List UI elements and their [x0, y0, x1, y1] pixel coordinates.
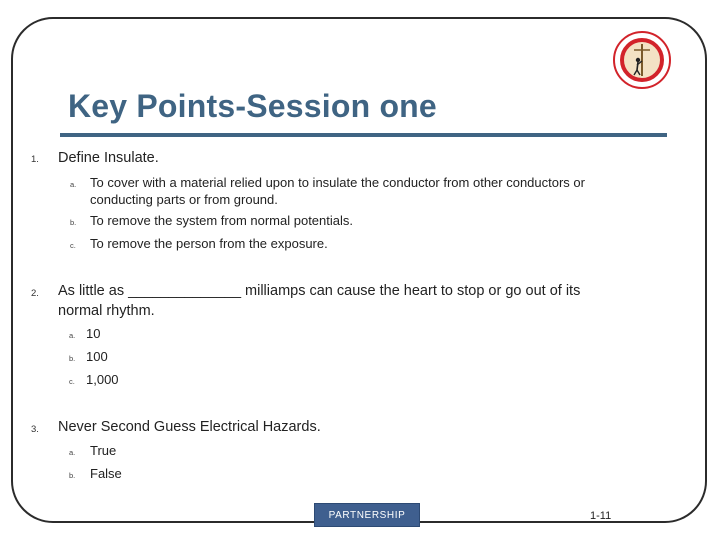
option-letter: b.: [70, 218, 77, 227]
partnership-logo-badge: PARTNERSHIP: [314, 503, 420, 527]
option-text: 100: [86, 349, 108, 364]
question-text: Define Insulate.: [58, 150, 159, 166]
question-text-line: normal rhythm.: [58, 303, 155, 319]
option-text: 1,000: [86, 372, 119, 387]
question-number: 2.: [31, 288, 39, 299]
option-text: 10: [86, 326, 101, 341]
slide-title: Key Points-Session one: [68, 88, 437, 124]
option-letter: a.: [69, 448, 76, 457]
option-letter: b.: [69, 471, 76, 480]
option-letter: a.: [70, 180, 77, 189]
page-number: 1-11: [590, 510, 612, 522]
question-text: Never Second Guess Electrical Hazards.: [58, 419, 321, 435]
option-letter: b.: [69, 354, 76, 363]
title-underline: [60, 133, 667, 137]
option-letter: a.: [69, 331, 76, 340]
option-text: True: [90, 443, 117, 458]
option-text: To remove the system from normal potentials.: [90, 213, 353, 228]
question-number: 1.: [31, 154, 39, 165]
option-letter: c.: [69, 377, 75, 386]
option-text: False: [90, 466, 122, 481]
question-text-line: As little as ______________ milliamps can cause the heart to stop or go out of its: [58, 283, 581, 299]
option-text-line: To cover with a material relied upon to insulate the conductor from other conductors or: [90, 175, 585, 190]
electrical-safety-seal-logo: [612, 30, 672, 90]
option-text-line: conducting parts or from ground.: [90, 192, 278, 207]
option-letter: c.: [70, 241, 76, 250]
option-text: To remove the person from the exposure.: [90, 236, 328, 251]
question-number: 3.: [31, 424, 39, 435]
